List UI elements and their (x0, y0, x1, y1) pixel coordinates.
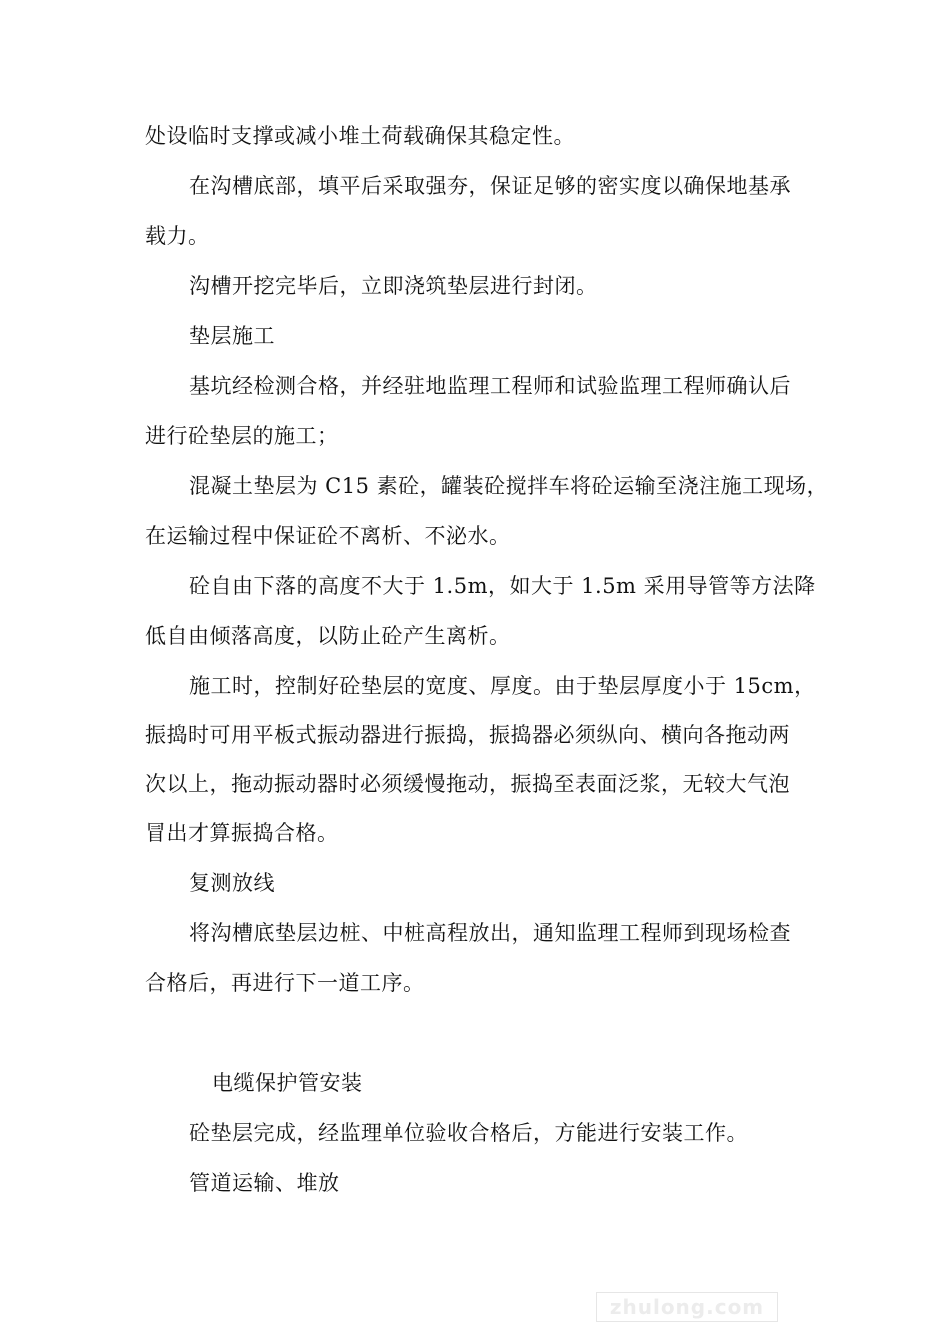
text-line-14: 次以上，拖动振动器时必须缓慢拖动，振捣至表面泛浆，无较大气泡 (145, 772, 790, 796)
text-line-4: 沟槽开挖完毕后，立即浇筑垫层进行封闭。 (189, 274, 598, 298)
text-line-15: 冒出才算振捣合格。 (145, 821, 339, 845)
section-heading-cushion: 垫层施工 (189, 324, 275, 348)
text-line-20: 砼垫层完成，经监理单位验收合格后，方能进行安装工作。 (189, 1121, 748, 1145)
section-heading-transport: 管道运输、堆放 (189, 1171, 340, 1195)
text-line-3: 载力。 (145, 224, 210, 248)
section-heading-cable-pipe: 电缆保护管安装 (212, 1071, 363, 1095)
text-line-13: 振捣时可用平板式振动器进行振捣，振捣器必须纵向、横向各拖动两 (145, 723, 790, 747)
text-line-2: 在沟槽底部，填平后采取强夯，保证足够的密实度以确保地基承 (189, 174, 791, 198)
text-line-7: 进行砼垫层的施工； (145, 424, 339, 448)
text-line-1: 处设临时支撑或减小堆土荷载确保其稳定性。 (145, 124, 575, 148)
text-line-17: 将沟槽底垫层边桩、中桩高程放出，通知监理工程师到现场检查 (189, 921, 791, 945)
text-line-12: 施工时，控制好砼垫层的宽度、厚度。由于垫层厚度小于 15cm， (189, 674, 816, 698)
section-heading-survey: 复测放线 (189, 871, 275, 895)
watermark: zhulong.com (596, 1292, 778, 1322)
text-line-6: 基坑经检测合格，并经驻地监理工程师和试验监理工程师确认后 (189, 374, 791, 398)
text-line-9: 在运输过程中保证砼不离析、不泌水。 (145, 524, 511, 548)
text-line-18: 合格后，再进行下一道工序。 (145, 971, 425, 995)
text-line-8: 混凝土垫层为 C15 素砼，罐装砼搅拌车将砼运输至浇注施工现场， (189, 474, 829, 498)
text-line-11: 低自由倾落高度，以防止砼产生离析。 (145, 624, 511, 648)
text-line-10: 砼自由下落的高度不大于 1.5m，如大于 1.5m 采用导管等方法降 (189, 574, 816, 598)
